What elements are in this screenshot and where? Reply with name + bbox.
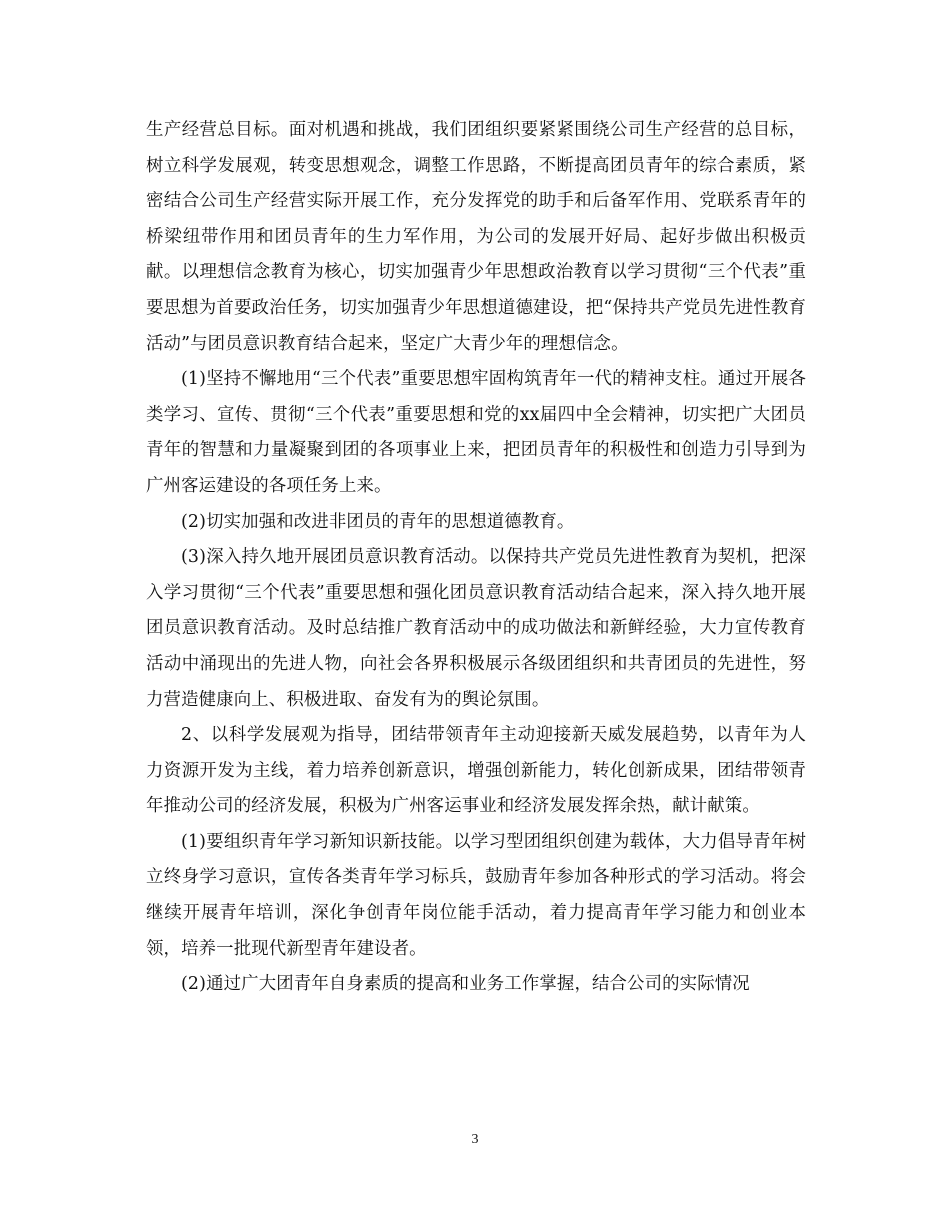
paragraph-item-2-1: (1)要组织青年学习新知识新技能。以学习型团组织创建为载体，大力倡导青年树立终身学习意识，宣传各类青年学习标兵，鼓励青年参加各种形式的学习活动。将会继续开展青年培训，深化争创青年岗位能手活动，着力提高青年学习能力和创业本领，培养一批现代新型青年建设者。 bbox=[146, 831, 806, 959]
page-number: 3 bbox=[471, 1132, 479, 1147]
paragraph-item-1-2: (2)切实加强和改进非团员的青年的思想道德教育。 bbox=[181, 511, 575, 532]
paragraph-item-2-2: (2)通过广大团青年自身素质的提高和业务工作掌握，结合公司的实际情况 bbox=[181, 974, 750, 995]
paragraph-continuation: 生产经营总目标。面对机遇和挑战，我们团组织要紧紧围绕公司生产经营的总目标，树立科学发展观，转变思想观念，调整工作思路，不断提高团员青年的综合素质，紧密结合公司生产经营实际开展工作，充分发挥党的助手和后备军作用、党联系青年的桥梁纽带作用和团员青年的生力军作用，为公司的发展开好局、起好步做出积极贡献。以理想信念教育为核心，切实加强青少年思想政治教育以学习贯彻“三个代表”重要思想为首要政治任务，切实加强青少年思想道德建设，把“保持共产党员先进性教育活动”与团员意识教育结合起来，坚定广大青少年的理想信念。 bbox=[146, 120, 806, 354]
paragraph-section-2: 2、以科学发展观为指导，团结带领青年主动迎接新天威发展趋势，以青年为人力资源开发为主线，着力培养创新意识，增强创新能力，转化创新成果，团结带领青年推动公司的经济发展，积极为广州客运事业和经济发展发挥余热，献计献策。 bbox=[146, 725, 806, 817]
paragraph-item-1-1: (1)坚持不懈地用“三个代表”重要思想牢固构筑青年一代的精神支柱。通过开展各类学习、宣传、贯彻“三个代表”重要思想和党的xx届四中全会精神，切实把广大团员青年的智慧和力量凝聚到团的各项事业上来，把团员青年的积极性和创造力引导到为广州客运建设的各项任务上来。 bbox=[146, 369, 806, 496]
document-body bbox=[146, 113, 806, 1003]
paragraph-item-1-3: (3)深入持久地开展团员意识教育活动。以保持共产党员先进性教育为契机，把深入学习贯彻“三个代表”重要思想和强化团员意识教育活动结合起来，深入持久地开展团员意识教育活动。及时总结推广教育活动中的成功做法和新鲜经验，大力宣传教育活动中涌现出的先进人物，向社会各界积极展示各级团组织和共青团员的先进性，努力营造健康向上、积极进取、奋发有为的舆论氛围。 bbox=[146, 547, 806, 710]
